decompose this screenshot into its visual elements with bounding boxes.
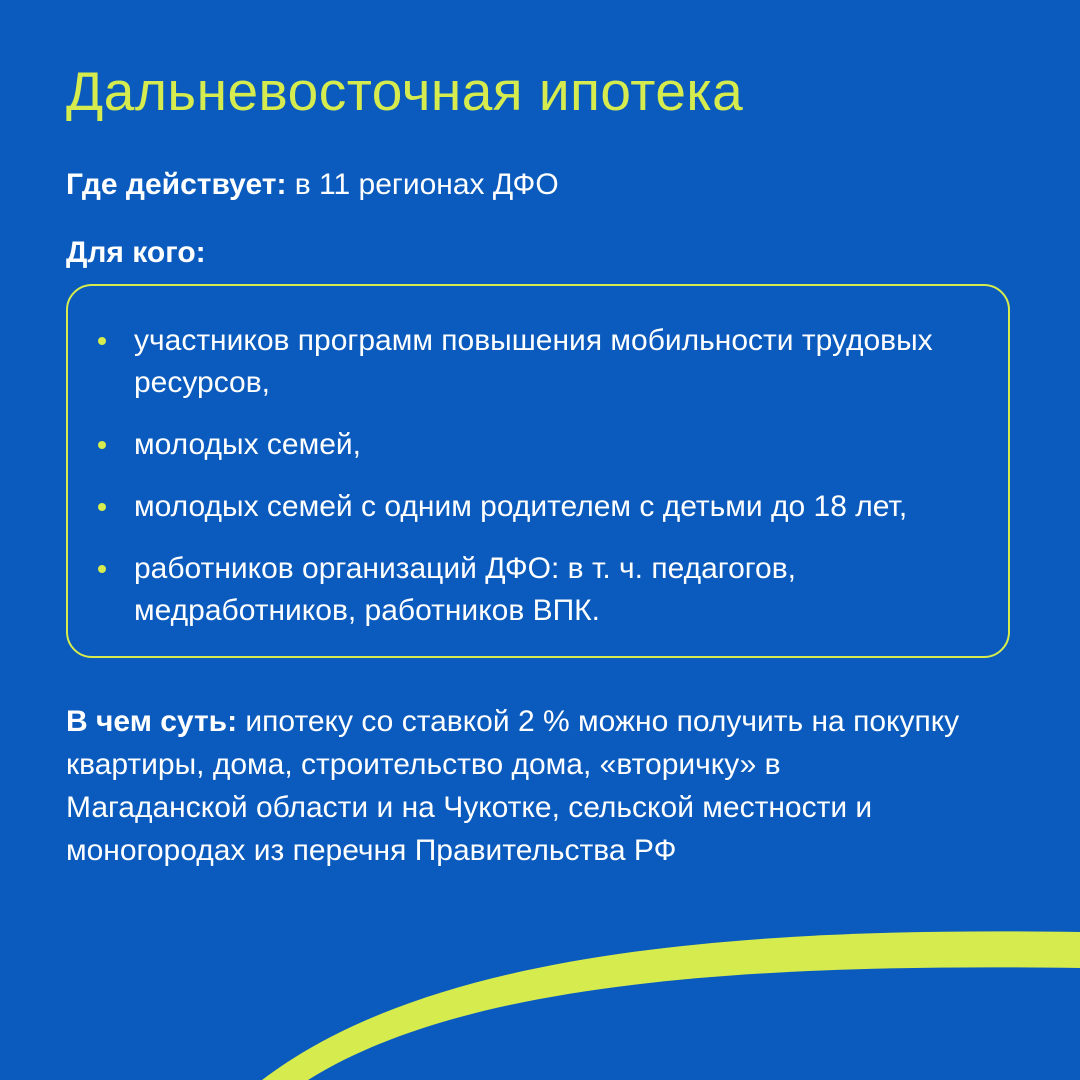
bullet-icon	[98, 565, 106, 573]
list-item-text: работников организаций ДФО: в т. ч. педагогов, медработников, работников ВПК.	[134, 552, 796, 627]
bullet-icon	[98, 503, 106, 511]
list-item	[98, 424, 984, 466]
essence-label: В чем суть:	[66, 705, 238, 738]
list-item	[98, 548, 984, 632]
where-line	[66, 165, 559, 205]
list-item	[98, 486, 984, 528]
list-item-text: участников программ повышения мобильности трудовых ресурсов,	[134, 324, 933, 399]
audience-list	[98, 320, 984, 632]
list-item	[98, 320, 984, 404]
list-item-text: молодых семей с одним родителем с детьми до 18 лет,	[134, 490, 908, 523]
audience-card	[66, 284, 1010, 658]
bullet-icon	[98, 441, 106, 449]
for-whom-label: Для кого:	[66, 236, 206, 269]
bullet-icon	[98, 337, 106, 345]
essence-value: ипотеку со ставкой 2 % можно получить на покупку квартиры, дома, строительство дома, «вторичку» в Магаданской области и на Чукотке, сельской местности и моногородах из перечня Правительства РФ	[66, 705, 960, 867]
page-title: Дальневосточная ипотека	[66, 60, 744, 122]
list-item-text: молодых семей,	[134, 428, 362, 461]
essence-paragraph	[66, 700, 966, 872]
where-value: в 11 регионах ДФО	[286, 168, 559, 201]
where-label: Где действует:	[66, 168, 287, 201]
